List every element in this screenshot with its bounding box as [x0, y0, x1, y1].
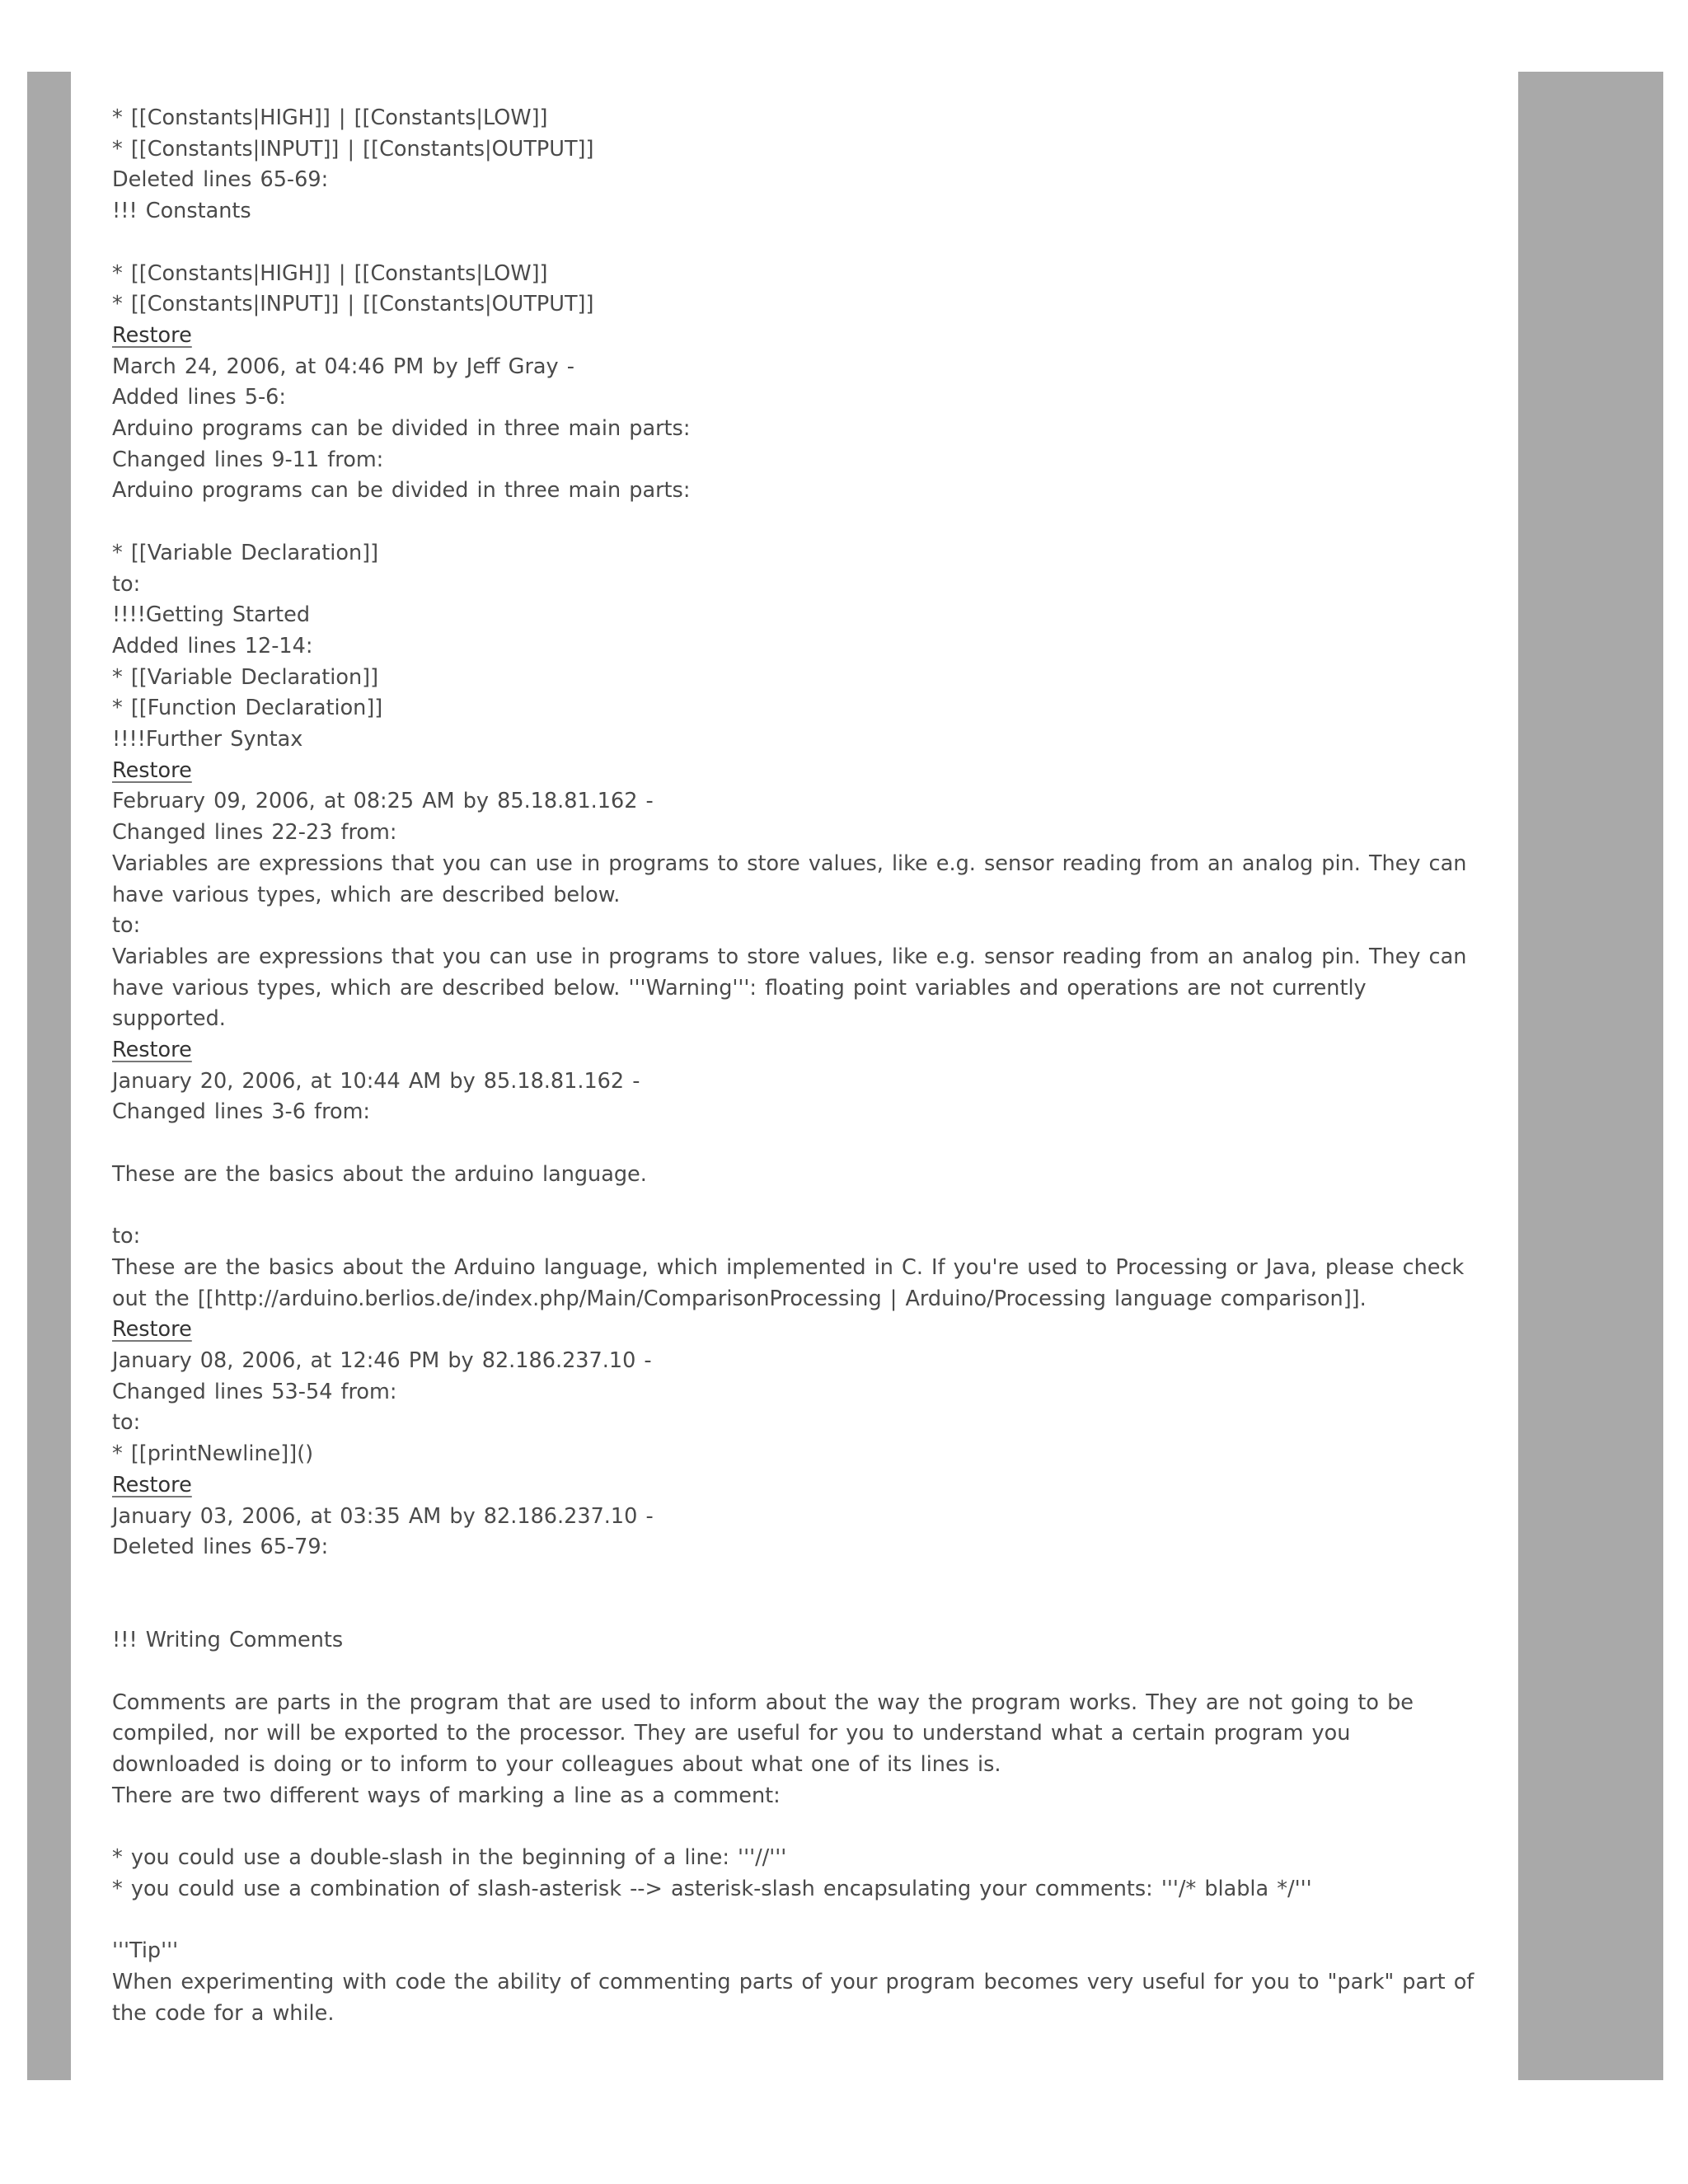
- history-text-line: Deleted lines 65-69:: [112, 167, 329, 193]
- history-text-line: Variables are expressions that you can use in programs to store values, like e.g. sensor reading from an analog pin. They can have various types, which are described below.: [112, 851, 1475, 907]
- history-text-line: Added lines 5-6:: [112, 385, 287, 410]
- history-text-line: January 03, 2006, at 03:35 AM by 82.186.237.10 -: [112, 1503, 654, 1529]
- history-text-line: Comments are parts in the program that are used to inform about the way the program works. They are not going to be compiled, nor will be exported to the processor. They are useful for you to understand what a certain program you downloaded is doing or to inform to your colleagues about what one of its lines is.: [112, 1690, 1423, 1778]
- history-text-line: There are two different ways of marking a line as a comment:: [112, 1783, 781, 1808]
- history-text-line: * [[Constants|HIGH]] | [[Constants|LOW]]: [112, 105, 548, 130]
- blank-line: [112, 1905, 1476, 1937]
- history-text-line: Added lines 12-14:: [112, 633, 313, 658]
- history-text-line: * [[Variable Declaration]]: [112, 540, 379, 565]
- blank-line: [112, 1191, 1476, 1222]
- history-text-line: When experimenting with code the ability of commenting parts of your program becomes very useful for you to "park" part of the code for a while.: [112, 1970, 1483, 2026]
- blank-line: [112, 507, 1476, 538]
- history-text-line: Deleted lines 65-79:: [112, 1535, 329, 1560]
- restore-row: [112, 1035, 1476, 1066]
- history-text-line: February 09, 2006, at 08:25 AM by 85.18.81.162 -: [112, 789, 654, 814]
- restore-row: [112, 321, 1476, 352]
- history-text-line: These are the basics about the Arduino language, which implemented in C. If you're used to Processing or Java, please check out the [[http://arduino.berlios.de/index.php/Main/ComparisonProcessing | Arduino/Processing language comparison]].: [112, 1254, 1473, 1311]
- history-text-line: Changed lines 22-23 from:: [112, 820, 397, 846]
- page-history-content: [112, 103, 1483, 2029]
- restore-row: [112, 756, 1476, 787]
- history-text-line: '''Tip''': [112, 1938, 179, 1964]
- blank-line: [112, 1595, 1476, 1626]
- history-text-line: !!! Constants: [112, 199, 251, 224]
- history-text-line: * [[Constants|HIGH]] | [[Constants|LOW]]: [112, 260, 548, 286]
- history-text-line: Changed lines 53-54 from:: [112, 1379, 397, 1404]
- blank-line: [112, 1563, 1476, 1595]
- history-text-line: * [[Constants|INPUT]] | [[Constants|OUTPUT]]: [112, 292, 594, 317]
- history-text-line: Arduino programs can be divided in three main parts:: [112, 416, 691, 442]
- blank-line: [112, 227, 1476, 259]
- history-text-line: * [[Constants|INPUT]] | [[Constants|OUTPUT]]: [112, 136, 594, 162]
- history-text-line: to:: [112, 1224, 141, 1249]
- history-text-line: Variables are expressions that you can use in programs to store values, like e.g. sensor reading from an analog pin. They can have various types, which are described below. '''Warning''': floating point variables and operations are not currently supported.: [112, 944, 1475, 1032]
- history-text-line: Changed lines 9-11 from:: [112, 447, 384, 472]
- right-margin-bar: [1518, 72, 1663, 2080]
- restore-link[interactable]: Restore: [112, 757, 192, 783]
- history-text-line: * [[Variable Declaration]]: [112, 664, 379, 690]
- restore-link[interactable]: Restore: [112, 1038, 192, 1063]
- blank-line: [112, 1128, 1476, 1160]
- history-text-line: January 20, 2006, at 10:44 AM by 85.18.81.162 -: [112, 1068, 640, 1094]
- history-text-line: These are the basics about the arduino language.: [112, 1161, 647, 1187]
- history-text-line: to:: [112, 571, 141, 597]
- restore-link[interactable]: Restore: [112, 1472, 192, 1497]
- blank-line: [112, 1657, 1476, 1688]
- blank-line: [112, 1812, 1476, 1844]
- history-text-line: !!! Writing Comments: [112, 1628, 344, 1653]
- history-text-line: Arduino programs can be divided in three main parts:: [112, 478, 691, 504]
- history-text-line: * you could use a combination of slash-asterisk --> asterisk-slash encapsulating your comments: '''/* blabla */''': [112, 1876, 1312, 1901]
- history-text-line: January 08, 2006, at 12:46 PM by 82.186.237.10 -: [112, 1348, 652, 1374]
- restore-row: [112, 1470, 1476, 1502]
- history-text-line: to:: [112, 913, 141, 939]
- history-text-line: * [[printNewline]](): [112, 1441, 314, 1467]
- history-text-line: !!!!Getting Started: [112, 602, 311, 628]
- history-text-line: March 24, 2006, at 04:46 PM by Jeff Gray -: [112, 354, 574, 379]
- restore-row: [112, 1315, 1476, 1346]
- restore-link[interactable]: Restore: [112, 322, 192, 348]
- history-text-line: * [[Function Declaration]]: [112, 696, 383, 721]
- history-text-line: to:: [112, 1410, 141, 1436]
- history-text-line: * you could use a double-slash in the beginning of a line: '''//''': [112, 1845, 787, 1871]
- history-text-line: !!!!Further Syntax: [112, 727, 303, 752]
- restore-link[interactable]: Restore: [112, 1317, 192, 1343]
- left-margin-bar: [27, 72, 71, 2080]
- history-text-line: Changed lines 3-6 from:: [112, 1099, 371, 1125]
